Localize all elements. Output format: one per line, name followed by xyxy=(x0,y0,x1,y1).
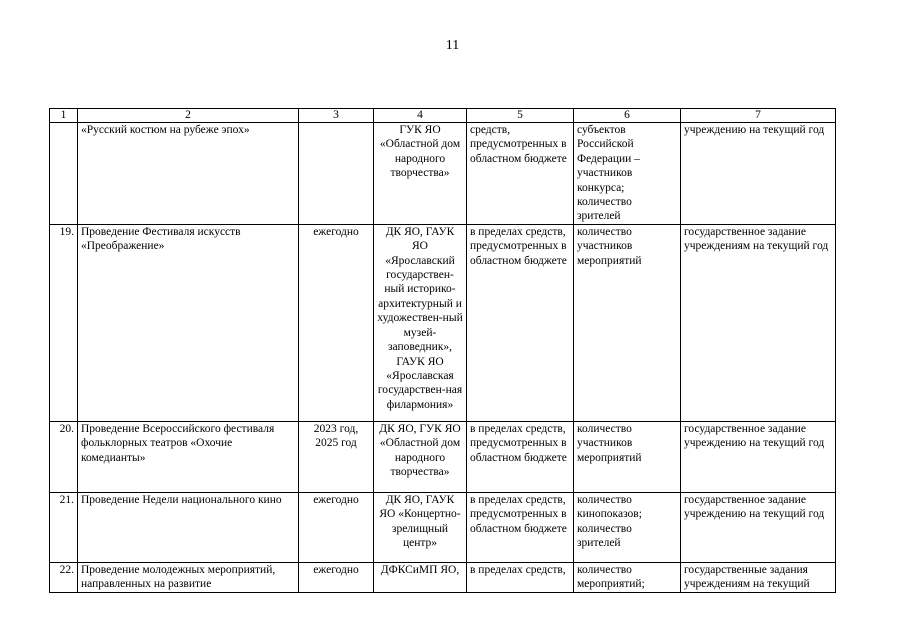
column-header: 4 xyxy=(374,109,467,123)
row-number xyxy=(50,123,78,225)
event-name: Проведение Всероссийского фестиваля фольклорных театров «Охочие комедианты» xyxy=(78,421,299,492)
column-header: 2 xyxy=(78,109,299,123)
table-row xyxy=(50,123,836,225)
row-number: 22. xyxy=(50,562,78,592)
event-executor: ДК ЯО, ГАУК ЯО «Концертно-зрелищный центр» xyxy=(374,492,467,562)
row-number: 20. xyxy=(50,421,78,492)
table-row xyxy=(50,224,836,421)
event-indicator: количество участников мероприятий xyxy=(574,421,681,492)
table-row xyxy=(50,421,836,492)
column-header: 6 xyxy=(574,109,681,123)
event-executor: ДФКСиМП ЯО, xyxy=(374,562,467,592)
event-period: ежегодно xyxy=(299,492,374,562)
event-funding: в пределах средств, предусмотренных в областном бюджете xyxy=(467,492,574,562)
event-period: ежегодно xyxy=(299,224,374,421)
event-executor: ГУК ЯО «Областной дом народного творчества» xyxy=(374,123,467,225)
event-name: Проведение Недели национального кино xyxy=(78,492,299,562)
column-header: 1 xyxy=(50,109,78,123)
event-name: «Русский костюм на рубеже эпох» xyxy=(78,123,299,225)
table-row xyxy=(50,562,836,592)
column-number-row xyxy=(50,109,836,123)
event-name: Проведение молодежных мероприятий, направленных на развитие xyxy=(78,562,299,592)
event-document: государственное задание учреждениям на текущий год xyxy=(681,224,836,421)
event-period: 2023 год, 2025 год xyxy=(299,421,374,492)
column-header: 7 xyxy=(681,109,836,123)
event-indicator: количество кинопоказов; количество зрителей xyxy=(574,492,681,562)
row-number: 21. xyxy=(50,492,78,562)
event-funding: в пределах средств, предусмотренных в областном бюджете xyxy=(467,421,574,492)
event-funding: в пределах средств, xyxy=(467,562,574,592)
event-funding: средств, предусмотренных в областном бюджете xyxy=(467,123,574,225)
activities-table xyxy=(49,108,836,593)
event-period xyxy=(299,123,374,225)
event-executor: ДК ЯО, ГУК ЯО «Областной дом народного творчества» xyxy=(374,421,467,492)
event-executor: ДК ЯО, ГАУК ЯО «Ярославский государствен-ный историко-архитектурный и художествен-ный музей-заповедник», ГАУК ЯО «Ярославская государствен-ная филармония» xyxy=(374,224,467,421)
event-indicator: количество мероприятий; xyxy=(574,562,681,592)
event-funding: в пределах средств, предусмотренных в областном бюджете xyxy=(467,224,574,421)
table-row xyxy=(50,492,836,562)
event-indicator: количество участников мероприятий xyxy=(574,224,681,421)
event-document: государственное задание учреждению на текущий год xyxy=(681,421,836,492)
page-number: 11 xyxy=(445,38,460,53)
row-number: 19. xyxy=(50,224,78,421)
event-document: государственные задания учреждениям на текущий xyxy=(681,562,836,592)
event-document: учреждению на текущий год xyxy=(681,123,836,225)
column-header: 3 xyxy=(299,109,374,123)
event-indicator: субъектов Российской Федерации – участников конкурса; количество зрителей xyxy=(574,123,681,225)
column-header: 5 xyxy=(467,109,574,123)
event-period: ежегодно xyxy=(299,562,374,592)
event-name: Проведение Фестиваля искусств «Преображение» xyxy=(78,224,299,421)
event-document: государственное задание учреждению на текущий год xyxy=(681,492,836,562)
